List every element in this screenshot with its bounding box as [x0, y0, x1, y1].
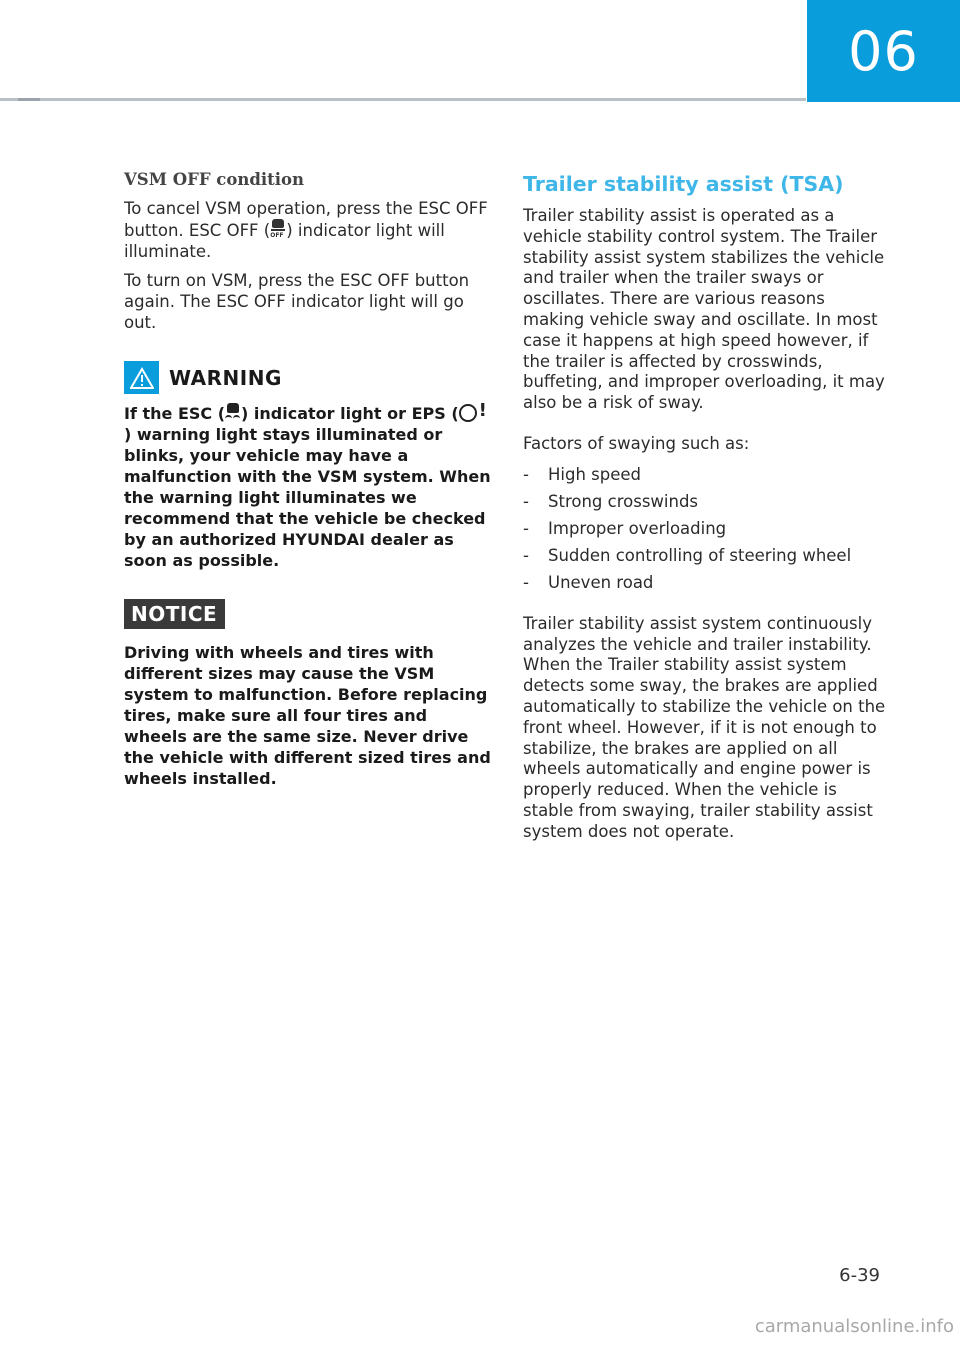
warning-text-b: ) indicator light or EPS (: [241, 404, 459, 423]
warning-text-c: ) warning light stays illuminated or blinks, your vehicle may have a malfunction with the VSM system. When the warning light illuminates we recommend that the vehicle be checked by an authorized HYUNDAI dealer as soon as possible.: [124, 425, 491, 570]
warning-triangle-icon: [124, 361, 159, 394]
factors-intro: Factors of swaying such as:: [523, 433, 750, 453]
page-number: 6-39: [839, 1265, 880, 1286]
list-item: [523, 515, 891, 542]
vsm-off-subheading: VSM OFF condition: [124, 170, 305, 189]
list-item-text: Sudden controlling of steering wheel: [548, 545, 852, 565]
right-column: [523, 172, 891, 843]
factors-list: [523, 461, 891, 596]
warning-label: WARNING: [169, 365, 282, 390]
vsm-off-cancel-paragraph: [124, 198, 492, 262]
list-item: [523, 569, 891, 596]
tsa-title: Trailer stability assist (TSA): [523, 172, 844, 196]
notice-label: NOTICE: [124, 599, 225, 629]
list-dash: -: [523, 518, 529, 538]
list-dash: -: [523, 464, 529, 484]
vsm-on-paragraph: To turn on VSM, press the ESC OFF button again. The ESC OFF indicator light will go out.: [124, 271, 470, 332]
list-item: [523, 488, 891, 515]
warning-header: [124, 361, 492, 394]
esc-off-indicator-icon: [270, 219, 286, 239]
tsa-operation-paragraph: Trailer stability assist system continuously analyzes the vehicle and trailer instability. When the Trailer stability assist system detects some sway, the brakes are applied automatically to stabilize the vehicle on the front wheel. However, if it is not enough to stabilize, the brakes are applied on all wheels automatically and engine power is properly reduced. When the vehicle is stable from swaying, trailer stability assist system does not operate.: [523, 613, 886, 841]
header-rule-accent: [18, 98, 40, 101]
list-dash: -: [523, 572, 529, 592]
left-column: [124, 170, 492, 789]
eps-warning-icon: !: [459, 404, 489, 422]
watermark: carmanualsonline.info: [754, 1316, 954, 1337]
list-item: [523, 542, 891, 569]
list-item: [523, 461, 891, 488]
list-item-text: Improper overloading: [548, 518, 727, 538]
notice-text: Driving with wheels and tires with different sizes may cause the VSM system to malfunction. Before replacing tires, make sure all four tires and wheels are the same size. Never drive the vehicle with different sized tires and wheels installed.: [124, 643, 491, 788]
list-dash: -: [523, 545, 529, 565]
warning-text: [124, 402, 492, 571]
chapter-tab: 06: [807, 0, 960, 102]
esc-off-icon-text: OFF: [270, 232, 284, 239]
list-dash: -: [523, 491, 529, 511]
list-item-text: Uneven road: [548, 572, 654, 592]
list-item-text: High speed: [548, 464, 642, 484]
header-rule: [0, 98, 806, 101]
tsa-intro-paragraph: Trailer stability assist is operated as a vehicle stability control system. The Trailer stability assist system stabilizes the vehicle and trailer when the trailer sways or oscillates. There are various reasons making vehicle sway and oscillate. In most case it happens at high speed however, if the trailer is affected by crosswinds, buffeting, and improper overloading, it may also be a risk of sway.: [523, 206, 885, 413]
para1-text-a: To cancel VSM operation, press the ESC OFF button. ESC OFF (: [124, 199, 488, 240]
list-item-text: Strong crosswinds: [548, 491, 699, 511]
para1-text-b: ) indicator light will illuminate.: [124, 221, 445, 261]
warning-text-a: If the ESC (: [124, 404, 226, 423]
esc-indicator-icon: [225, 402, 241, 422]
